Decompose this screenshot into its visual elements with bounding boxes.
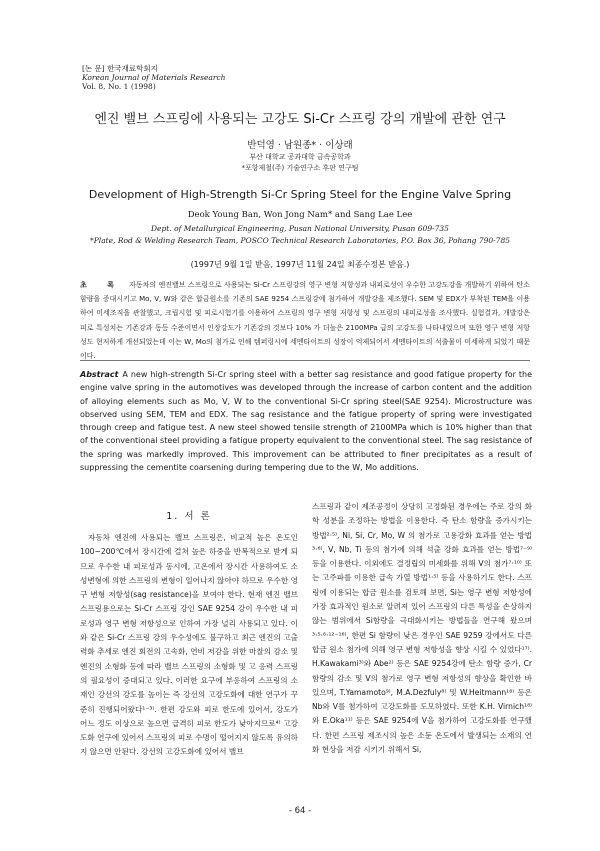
- affiliation-en-line1: Dept. of Metallurgical Engineering, Pusan National University, Pusan 609-735: [151, 224, 449, 233]
- affiliation-ko-line2: *포항제철(주) 기술연구소 후판 연구팀: [241, 164, 359, 172]
- affiliation-en-line2: *Plate, Rod & Welding Research Team, POSCO Technical Research Laboratories, P.O. Box 36, Pohang 790-785: [90, 236, 510, 245]
- affiliation-en: [0, 223, 600, 247]
- abstract-en: [80, 368, 532, 474]
- affiliation-ko: [0, 152, 600, 174]
- journal-name-en: Korean Journal of Materials Research: [82, 73, 226, 82]
- paper-title-en: Development of High-Strength Si-Cr Spring Steel for the Engine Valve Spring: [88, 188, 512, 201]
- abstract-ko-text: 자동차의 엔진밸브 스프링으로 사용되는 Si-Cr 스프링강의 영구 변형 저항성과 내피로성이 우수한 고강도강을 개발하기 위하여 탄소함량을 증대시키고 Mo, V, W와 같은 합금원소를 기존의 SAE 9254 스프링강에 첨가하여 개발강을 제조했다. SEM 및 EDX가 부착된 TEM을 이용하여 미세조직을 관찰했고, 크립시험 및 피로시험기를 이용하여 스프링의 영구 변형 저항성 및 스프링의 내피로성을 조사했다. 실험결과, 개발강은 피로 특성치는 기존강과 동등 수준이면서 인장강도가 기존강의 것보다 10% 가 더높은 2100MPa 급의 고강도를 나타내었으며 또한 영구 변형 저항성도 현저하게 개선되었는데 이는 W, Mo의 첨가로 인해 템퍼링시에 세멘타이트의 성장이 억제되어서 세멘타이트의 석출물이 미세하게 되었기 때문이다.: [80, 281, 530, 361]
- body-column-right: 스프링과 같이 제조공정이 상당히 고정화된 경우에는 주로 강의 화학 성분을 조정하는 방법을 이용한다. 즉 탄소 함량을 증가시키는 방법²·⁵⁾, Ni, Si, Cr, Mo, W 의 첨가로 고용강화 효과를 얻는 방법³·⁶⁾, V, Nb, Ti 등의 첨가에 의해 석출 강화 효과를 얻는 방법⁷⁻⁹⁾ 등을 이용한다. 이외에도 결정립의 미세화를 위해 V의 첨가⁷·¹⁰⁾ 또는 고주파를 이용한 급속 가열 방법¹·⁵⁾ 등을 사용하기도 한다. 스프링에 이용되는 합금 원소를 검토해 보면, Si는 영구 변형 저항성에 가장 효과적인 원소로 알려져 있어 스프링의 다른 특성을 손상하지 않는 범위에서 Si함량을 극대화시키는 방법들을 연구해 왔으며³·⁵·⁸·¹²⁻¹⁶⁾, 한편 Si 함량이 낮은 경우인 SAE 9259 강에서도 다른 합금 원소 첨가에 의해 영구 변형 저항성을 향상 시킬 수 있었다¹⁷⁾. H.Kawakami³⁾와 Abe²⁾ 등은 SAE 9254강에 탄소 함량 증가, Cr함량의 감소 및 V의 첨가로 영구 변형 저항성의 향상을 확인한 바 있으며, T.Yamamoto⁹⁾, M.A.Dezfuly⁸⁾ 및 W.Heitmann¹⁶⁾ 등은 Nb와 V를 첨가하여 고강도화를 도모하였다. 또한 K.H. Virnich¹⁸⁾와 E.Oka¹¹⁾ 등은 SAE 9254에 V을 첨가하여 고강도화를 연구했다. 한편 스프링 제조시의 높은 소둔 온도에서 발생되는 소재의 연화 현상을 저감 시키기 위해서 Si,: [312, 502, 532, 755]
- section-heading-introduction: 1. 서 론: [166, 511, 212, 522]
- abstract-en-text: A new high-strength Si-Cr spring steel with a better sag resistance and good fatigue property for the engine valve spring in the automotives was developed through the increase of carbon content and the addition of alloying elements such as Mo, V, W to the conventional Si-Cr spring steel(SAE 9254). Microstructure was observed using SEM, TEM and EDX. The sag resistance and the fatigue property of spring were investigated through creep and fatigue test. A new steel showed tensile strength of 2100MPa which is 10% higher than that of the conventional steel providing a fatigue property equivalent to the conventional steel. The sag resistance of the spring was markedly improved. This improvement can be attributed to finer precipitates as a result of suppressing the cementite coarsening during tempering due to the W, Mo additions.: [80, 370, 532, 473]
- body-column-left: 자동차 엔진에 사용되는 밸브 스프링은, 비교적 높은 온도인 100~200℃에서 장시간에 걸쳐 높은 하중을 반복적으로 받게 되므로 우수한 내 피로성과 동시에, 고온에서 장시간 사용하여도 소성변형에 의한 스프링의 변형이 일어나지 않아야 하므로 우수한 영구 변형 저항성(sag resistance)을 보여야 한다. 현재 엔진 밸브 스프링용으로는 Si-Cr 스프링 강인 SAE 9254 강이 우수한 내 피로성과 영구 변형 저항성으로 인하여 가장 널리 사용되고 있다. 이와 같은 Si-Cr 스프링 강의 우수성에도 불구하고 최근 엔진의 고출력화 추세로 엔진 회전의 고속화, 연비 저감을 위한 마찰의 감소 및 엔진의 소형화 등에 따라 밸브 스프링의 소형화 및 고 응력 스프링의 필요성이 증대되고 있다. 이러한 요구에 부응하여 스프링의 소재인 강선의 강도를 높이는 즉 강선의 고강도화에 대한 연구가 꾸준히 진행되어왔다¹⁻³⁾. 한편 강도와 피로 한도에 있어서, 강도가 어느 정도 이상으로 높으면 급격히 피로 한도가 낮아지므로⁴⁾ 고강도화 연구에 있어서 스프링의 피로 수명이 떨어지지 않도록 유의하지 않으면 안된다. 강선의 고강도화에 있어서 밸브: [80, 533, 298, 757]
- affiliation-ko-line1: 부산 대학교 공과대학 금속공학과: [249, 153, 351, 161]
- page-number: - 64 -: [288, 806, 312, 816]
- authors-ko: 반덕영 · 남원종* · 이상래: [247, 140, 353, 151]
- section-divider: [80, 360, 530, 361]
- abstract-en-label: Abstract: [80, 370, 119, 379]
- abstract-ko-label: 초 록: [80, 281, 124, 289]
- received-dates: (1997년 9월 1일 받음, 1997년 11월 24일 최종수정본 받음.): [190, 260, 410, 269]
- abstract-ko: [80, 278, 530, 363]
- journal-volume: Vol. 8, No. 1 (1998): [82, 82, 156, 91]
- journal-name-ko: [논 문] 한국재료학회지: [82, 64, 158, 73]
- paper-title-ko: 엔진 밸브 스프링에 사용되는 고강도 Si-Cr 스프링 강의 개발에 관한 연구: [94, 112, 506, 127]
- journal-header: [82, 64, 225, 91]
- authors-en: Deok Young Ban, Won Jong Nam* and Sang Lae Lee: [187, 210, 413, 220]
